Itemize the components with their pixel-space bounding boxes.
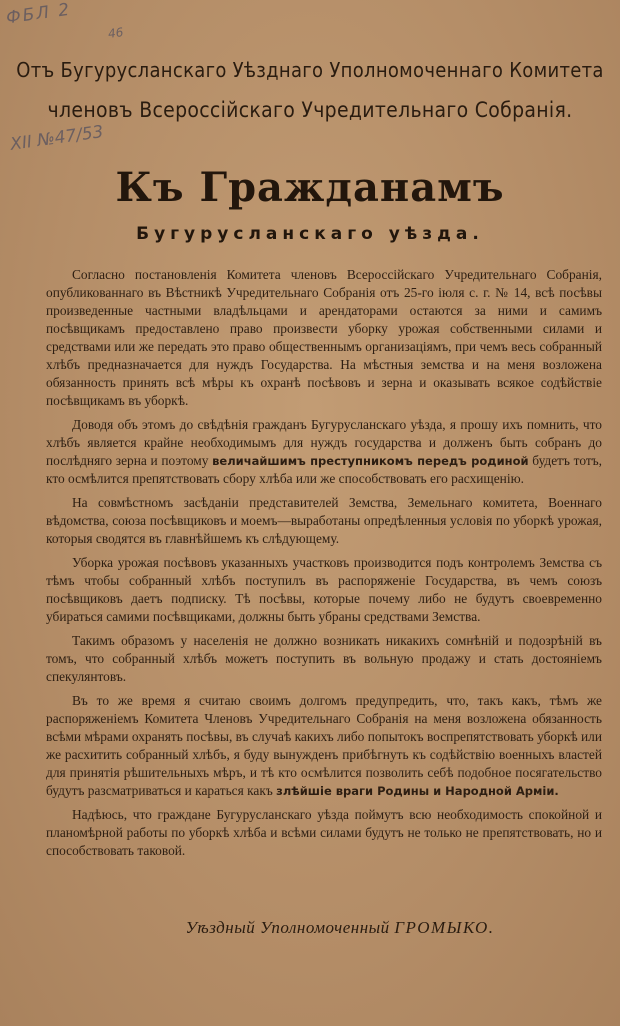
page-title: Къ Гражданамъ [115,164,505,211]
paragraph-6-emphasis: злѣйшiе враги Родины и Народной Армiи. [276,784,559,798]
proclamation-body [46,266,602,866]
header-line-2: членовъ Всероссiйскаго Учредительнаго Собранiя. [47,98,573,122]
paragraph-7: Надѣюсь, что граждане Бугурусланскаго уѣзда поймутъ всю необходимость спокойной и планомѣрной работы по уборкѣ хлѣба и всѣми силами будутъ не только не препятствовать, но и способствовать таковой. [46,807,602,858]
paragraph-4: Уборка урожая посѣвовъ указанныхъ участковъ производится подъ контролемъ Земства съ тѣмъ чтобы собранный хлѣбъ поступилъ въ распоряженiе Государства, въ чемъ союзъ посѣвщиковъ даетъ подписку. Тѣ посѣвы, которые почему либо не будутъ своевременно убираться самими посѣвщиками, должны быть убраны средствами Земства. [46,555,602,624]
paragraph-6 [46,692,602,800]
archive-side-mark: XII №47/53 [9,122,105,155]
paragraph-2 [46,416,602,488]
signature-title: Уѣздный Уполномоченный [185,918,390,937]
paragraph-2-text-c: будетъ тотъ, кто осмѣлится препятствовать сбору хлѣба или же способствовать его расхищенiю. [46,453,602,486]
paragraph-3: На совмѣстномъ засѣданiи представителей Земства, Земельнаго комитета, Военнаго вѣдомства, союза посѣвщиковъ и моемъ—выработаны опредѣленныя условiя по уборкѣ урожая, которыя сводятся въ главнѣйшемъ къ слѣдующему. [46,495,602,546]
paragraph-6-text: Въ то же время я считаю своимъ долгомъ предупредить, что, такъ какъ, тѣмъ же распоряженiемъ Комитета Членовъ Учредительнаго Собранiя на меня возложена обязанность всѣми мѣрами охранять посѣвы, въ случаѣ какихъ либо попытокъ воспрепятствовать уборкѣ или же расхитить собранный хлѣбъ, я буду вынужденъ прибѣгнуть къ содѣйствiю военныхъ властей для принятiя рѣшительныхъ мѣръ, и тѣ кто осмѣлится позволить себѣ подобное посягательство будутъ разсматриваться и караться какъ [46,693,602,798]
paragraph-1: Согласно постановленiя Комитета членовъ Всероссiйскаго Учредительнаго Собранiя, опубликованнаго въ Вѣстникѣ Учредительнаго Собранiя отъ 25-го iюля с. г. № 14, всѣ посѣвы произведенные частными владѣльцами и арендаторами остаются за ними и самимъ посѣвщикамъ предоставлено право произвести уборку урожая собственными силами и средствами или же передать это право общественнымъ организацiямъ, при чемъ весь собранный хлѣбъ предназначается для нуждъ Государства. На мѣстныя земства и на меня возложена обязанность принять всѣ мѣры къ охранѣ посѣвовъ и зерна и оказывать всякое содѣйствiе посѣвщикамъ въ уборкѣ. [46,267,602,408]
archive-stamp: ФБЛ 2 [4,0,73,29]
paragraph-2-text-a: Доводя объ этомъ до свѣдѣнiя гражданъ Бугурусланскаго уѣзда, я прошу ихъ помнить, что хлѣбъ является крайне необходимымъ для нуждъ государства и долженъ быть собранъ до послѣдняго зерна и поэтому [46,417,602,468]
page-subtitle: Бугурусланскаго уѣзда. [136,224,484,244]
header-line-1: Отъ Бугурусланскаго Уѣзднаго Уполномоченнаго Комитета [16,58,604,82]
archive-number: 46 [107,25,125,41]
paragraph-2-emphasis: величайшимъ преступникомъ передъ родиной [212,454,529,468]
signature [0,918,620,938]
signature-name: ГРОМЫКО. [394,918,495,937]
paragraph-5: Такимъ образомъ у населенiя не должно возникать никакихъ сомнѣнiй и подозрѣнiй въ томъ, что собранный хлѣбъ можетъ поступить въ вольную продажу и стать достоянiемъ спекулянтовъ. [46,633,602,684]
